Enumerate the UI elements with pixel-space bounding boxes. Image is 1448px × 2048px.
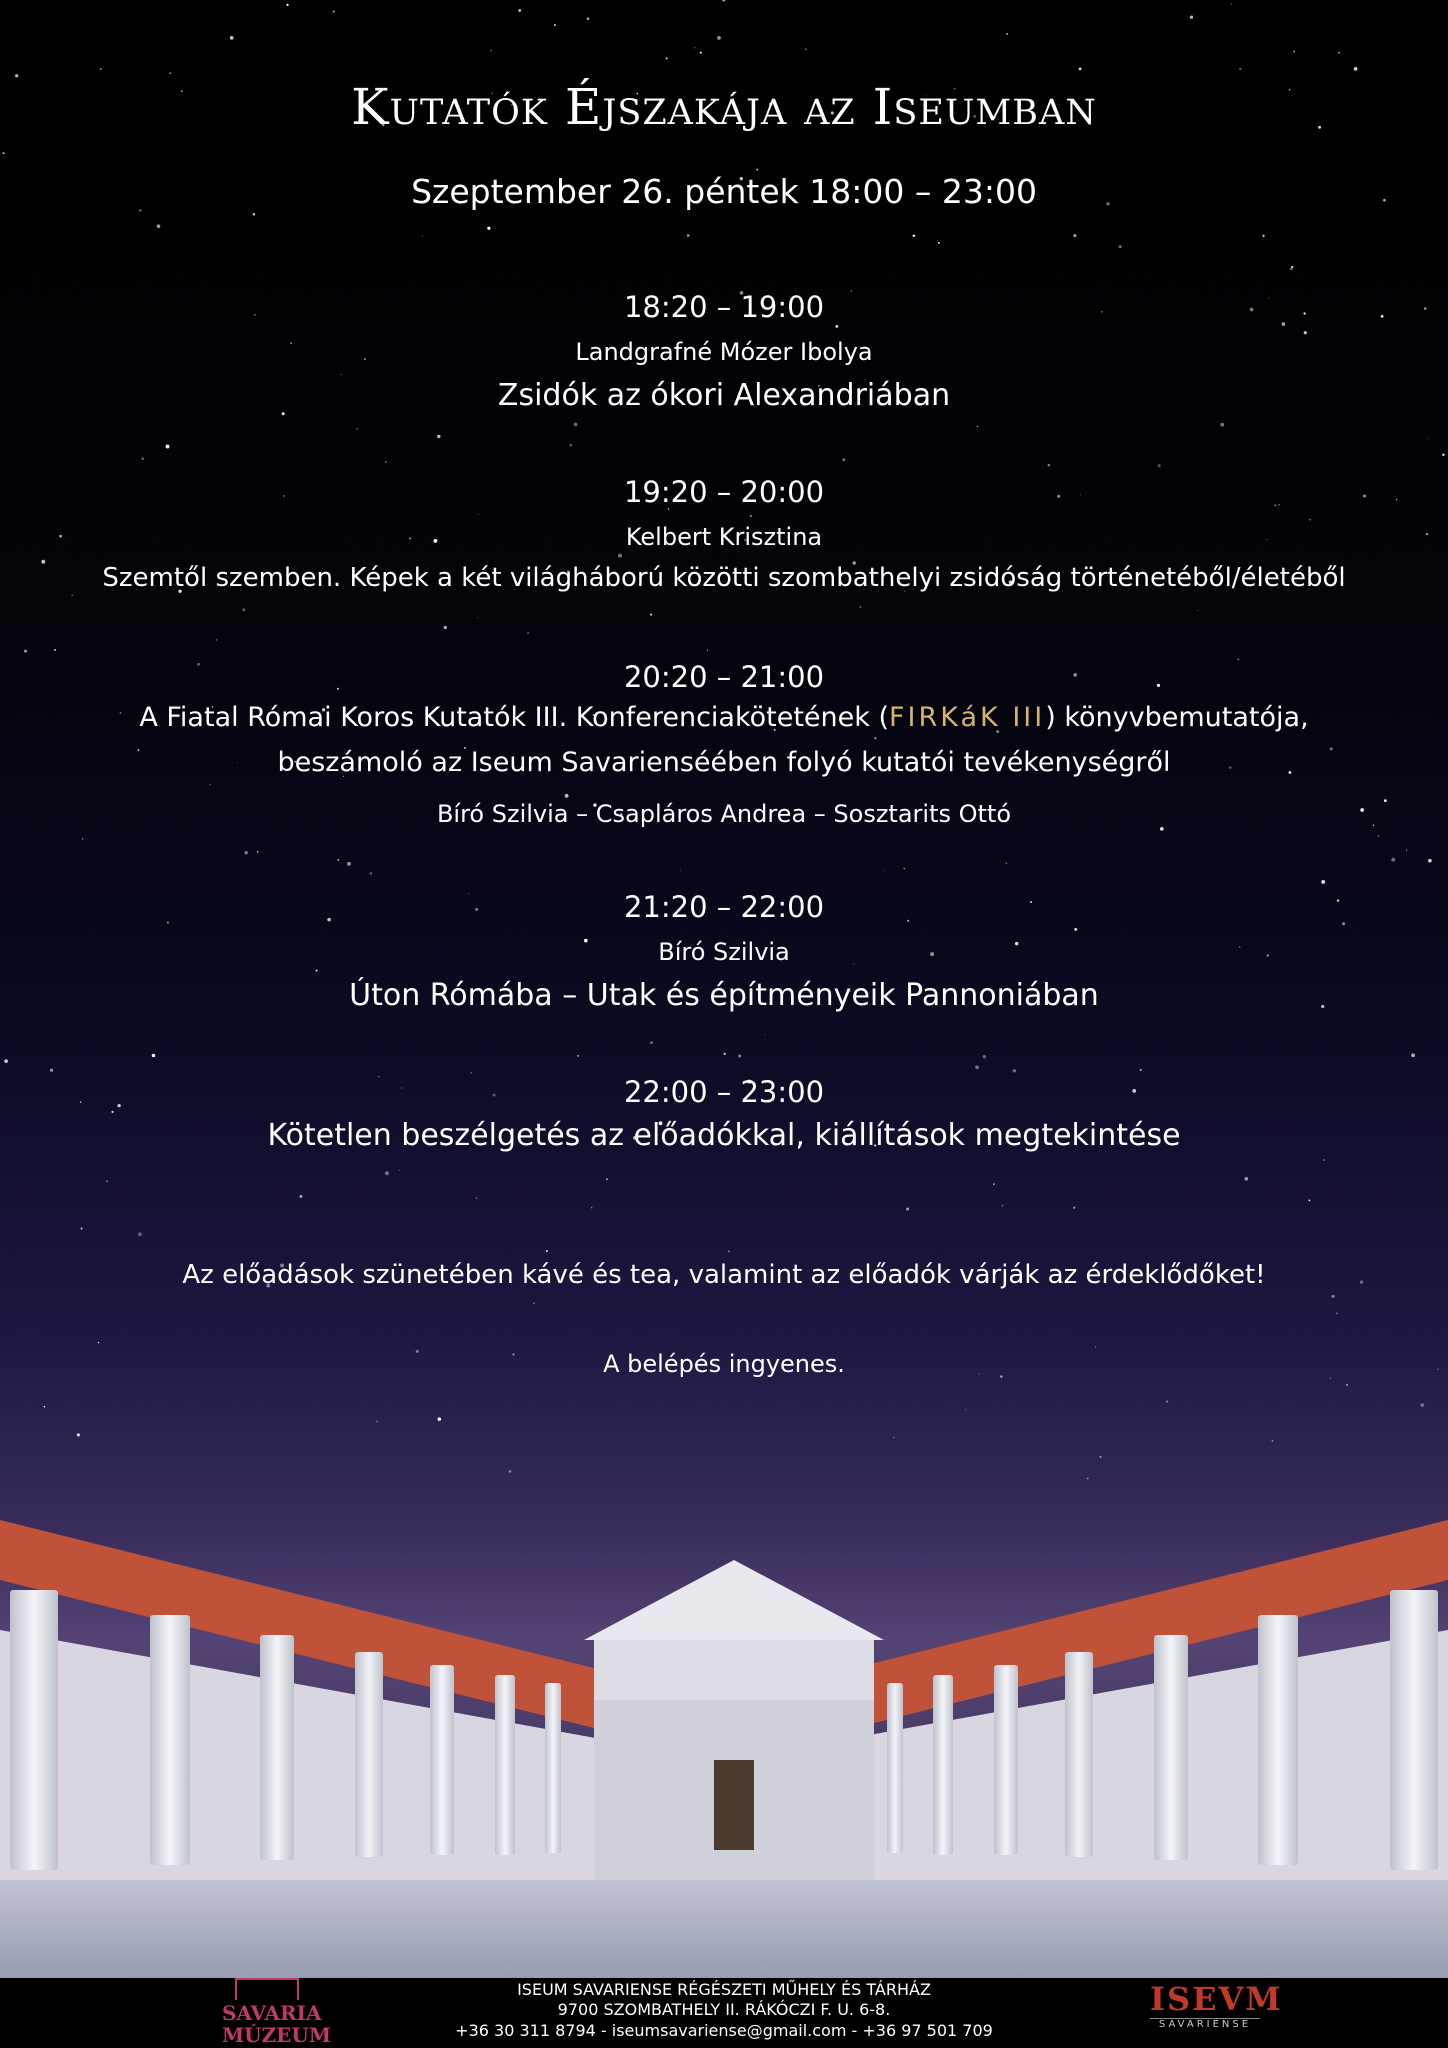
star: [106, 1180, 108, 1182]
star: [1346, 1384, 1348, 1386]
star: [376, 1421, 378, 1423]
star: [72, 595, 73, 596]
star: [50, 1069, 53, 1072]
column: [887, 1683, 903, 1853]
column: [1258, 1615, 1298, 1865]
star: [1140, 1069, 1142, 1071]
star: [1308, 1199, 1310, 1201]
star: [722, 0, 725, 2]
slot-2-time: 19:20 – 20:00: [623, 475, 825, 509]
star: [422, 235, 423, 236]
star: [1006, 863, 1008, 865]
star: [938, 242, 940, 244]
temple-door: [714, 1760, 754, 1850]
star: [1442, 453, 1445, 456]
slot-1-speaker: Landgrafné Mózer Ibolya: [575, 338, 873, 366]
column: [10, 1590, 58, 1870]
logo-right-sub: SAVARIENSE: [1150, 2018, 1260, 2030]
star: [574, 423, 578, 427]
star: [399, 1170, 400, 1171]
star: [874, 737, 876, 739]
column: [1154, 1635, 1188, 1860]
star: [1119, 245, 1122, 248]
star: [1073, 1207, 1075, 1209]
star: [1378, 835, 1379, 836]
star: [700, 52, 702, 54]
star: [82, 838, 83, 839]
star: [650, 614, 652, 616]
star: [230, 36, 234, 40]
star: [1197, 610, 1198, 611]
star: [1190, 16, 1193, 19]
slot-4-time: 21:20 – 22:00: [623, 890, 825, 924]
star: [805, 48, 807, 50]
slot-5-talk: Kötetlen beszélgetés az előadókkal, kiállítások megtekintése: [267, 1118, 1181, 1153]
star: [1428, 859, 1432, 863]
slot-3-talk-line1: [0, 702, 1448, 733]
star: [1411, 1053, 1415, 1057]
star: [333, 11, 335, 13]
event-date: Szeptember 26. péntek 18:00 – 23:00: [411, 172, 1037, 211]
logo-left-line2: MÚZEUM: [222, 2023, 332, 2047]
star: [478, 514, 479, 515]
slot-5-time: 22:00 – 23:00: [623, 1075, 825, 1109]
star: [687, 234, 690, 237]
star: [257, 851, 259, 853]
star: [756, 169, 758, 171]
star: [533, 1303, 534, 1304]
star: [216, 639, 218, 641]
entry-note: A belépés ingyenes.: [603, 1350, 845, 1378]
star: [765, 1034, 766, 1035]
star: [587, 17, 590, 20]
star: [477, 617, 478, 618]
star: [591, 1207, 593, 1209]
star: [903, 868, 904, 869]
star: [437, 435, 440, 438]
firkak-logo: FIRKáK III: [889, 702, 1046, 733]
slot-3-speakers: Bíró Szilvia – Csapláros Andrea – Sosztarits Ottó: [436, 800, 1012, 828]
footer-address: 9700 SZOMBATHELY II. RÁKÓCZI F. U. 6-8.: [557, 2000, 891, 2019]
star: [370, 872, 372, 874]
column: [1065, 1652, 1093, 1857]
star: [975, 1065, 979, 1069]
star: [286, 4, 288, 6]
star: [169, 72, 171, 74]
star: [1074, 928, 1077, 931]
column: [545, 1683, 561, 1853]
temple-building: [584, 1560, 884, 1920]
slot-1-talk: Zsidók az ókori Alexandriában: [497, 378, 951, 413]
star: [242, 608, 245, 611]
star: [1166, 1400, 1168, 1402]
star: [906, 1207, 909, 1210]
star: [438, 1417, 442, 1421]
break-note: Az előadások szünetében kávé és tea, valamint az előadók várják az érdeklődőket!: [182, 1260, 1266, 1290]
star: [913, 234, 916, 237]
star: [565, 794, 569, 798]
star: [77, 1433, 80, 1436]
star: [253, 213, 256, 216]
poster-title: Kutatók Éjszakája az Iseumban: [351, 78, 1097, 136]
column: [150, 1615, 190, 1865]
star: [385, 1171, 389, 1175]
star: [356, 428, 358, 430]
star: [1079, 68, 1082, 71]
star: [341, 374, 342, 375]
star: [1309, 519, 1311, 521]
slot-2-speaker: Kelbert Krisztina: [625, 523, 823, 551]
star: [152, 1054, 155, 1057]
column: [933, 1675, 953, 1855]
star: [245, 851, 248, 854]
star: [977, 426, 978, 427]
column: [430, 1665, 454, 1855]
star: [1073, 234, 1076, 237]
star: [993, 1183, 994, 1184]
star: [4, 1059, 8, 1063]
temple-entablature: [594, 1640, 874, 1700]
star: [98, 1342, 99, 1343]
star: [316, 970, 318, 972]
column: [495, 1675, 515, 1855]
star: [1048, 464, 1050, 466]
column: [1390, 1590, 1438, 1870]
star: [1158, 464, 1161, 467]
star: [1291, 266, 1293, 268]
star: [444, 626, 447, 629]
star: [983, 1055, 986, 1058]
star: [1427, 438, 1428, 439]
star: [1323, 1159, 1325, 1161]
star: [337, 859, 339, 861]
star: [606, 1178, 608, 1180]
star: [487, 227, 490, 230]
star: [1420, 1403, 1424, 1407]
star: [680, 870, 681, 871]
star: [518, 9, 521, 12]
star: [666, 57, 668, 59]
footer-contact: +36 30 311 8794 - iseumsavariense@gmail.com - +36 97 501 709: [455, 2021, 993, 2040]
star: [883, 870, 884, 871]
star: [694, 47, 696, 49]
star: [210, 784, 211, 785]
star: [650, 1041, 653, 1044]
star: [1220, 423, 1224, 427]
star: [1406, 849, 1407, 850]
logo-left-line1: SAVARIA: [222, 2001, 322, 2025]
star: [966, 1409, 967, 1410]
footer-institution: ISEUM SAVARIENSE RÉGÉSZETI MŰHELY ÉS TÁRHÁZ: [517, 1980, 931, 1999]
star: [842, 458, 845, 461]
star: [1330, 1378, 1331, 1379]
slot-4-speaker: Bíró Szilvia: [658, 938, 790, 966]
star: [81, 1228, 83, 1230]
slot-3-talk-post: ) könyvbemutatója,: [1045, 702, 1309, 733]
star: [546, 1250, 548, 1252]
column: [355, 1652, 383, 1857]
star: [738, 1054, 741, 1057]
slot-3-talk-pre: A Fiatal Római Koros Kutatók III. Konferenciakötetének (: [139, 702, 890, 733]
iseum-temple-illustration: [0, 1440, 1448, 2000]
star: [385, 461, 387, 463]
star: [1262, 235, 1264, 237]
star: [44, 1406, 46, 1408]
star: [111, 1111, 113, 1113]
star: [1354, 67, 1358, 71]
star: [54, 649, 56, 651]
star: [347, 862, 351, 866]
footer: [0, 1978, 1448, 2048]
star: [618, 554, 622, 558]
star: [860, 606, 862, 608]
star: [1338, 52, 1340, 54]
slot-3-talk-line2: beszámoló az Iseum Savarienséében folyó kutatói tevékenységről: [277, 747, 1171, 778]
star: [835, 325, 838, 328]
star: [1391, 858, 1395, 862]
column: [260, 1635, 294, 1860]
star: [24, 650, 27, 653]
star: [166, 445, 170, 449]
slot-1-time: 18:20 – 19:00: [623, 290, 825, 324]
slot-3-time: 20:20 – 21:00: [623, 660, 825, 694]
temple-pediment: [584, 1560, 884, 1640]
slot-4-talk: Úton Rómába – Utak és építményeik Pannoniában: [349, 978, 1099, 1013]
star: [1231, 3, 1232, 4]
star: [717, 36, 721, 40]
star: [724, 1053, 726, 1055]
star: [490, 50, 492, 52]
star: [569, 444, 572, 447]
star: [1293, 51, 1295, 53]
iseum-savariense-logo: [1150, 1980, 1283, 2030]
star: [15, 74, 18, 77]
star: [157, 224, 161, 228]
star: [138, 1232, 142, 1236]
star: [527, 632, 529, 634]
slot-2-talk: Szemtől szemben. Képek a két világháború közötti szombathelyi zsidóság történetéből/életéből: [102, 563, 1346, 593]
star: [1013, 1069, 1016, 1072]
star: [1332, 1295, 1335, 1298]
star: [1244, 1177, 1248, 1181]
star: [1321, 880, 1325, 884]
star: [750, 515, 752, 517]
star: [1336, 1312, 1338, 1314]
star: [1006, 33, 1008, 35]
column: [994, 1665, 1018, 1855]
star: [1239, 68, 1241, 70]
star: [142, 457, 144, 459]
star: [577, 1055, 579, 1057]
star: [1304, 331, 1307, 334]
star: [893, 1437, 894, 1438]
star: [728, 1250, 730, 1252]
star: [299, 1195, 302, 1198]
star: [707, 650, 708, 651]
star: [3, 152, 5, 154]
star: [100, 68, 102, 70]
star: [1001, 1205, 1003, 1207]
logo-right-main: ISEVM: [1150, 1980, 1283, 2018]
star: [476, 1197, 478, 1199]
star: [554, 24, 556, 26]
star: [471, 1072, 472, 1073]
star: [1095, 1346, 1096, 1347]
